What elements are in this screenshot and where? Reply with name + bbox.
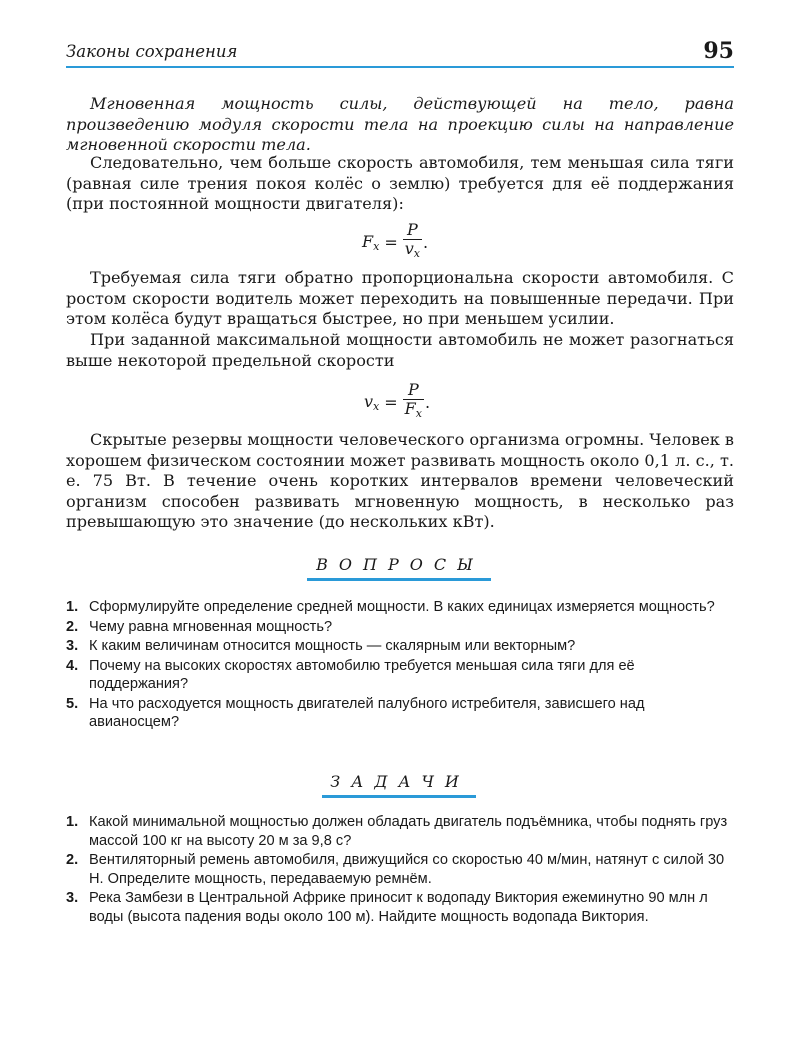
formula2-denominator: $F_x$	[404, 399, 422, 420]
questions-heading: ВОПРОСЫ	[316, 555, 484, 574]
questions-heading-rule	[307, 578, 491, 581]
paragraph-1: Следовательно, чем больше скорость автомобиля, тем меньшая сила тяги (равная силе трения покоя колёс о землю) требуется для её поддержания (при постоянной мощности двигателя):	[66, 153, 734, 213]
formula1-lhs: $F_x$	[362, 231, 380, 253]
running-head	[66, 38, 734, 68]
question-item: 4. Почему на высоких скоростях автомобилю требуется меньшая сила тяги для её поддержания?	[66, 657, 635, 692]
paragraph-3: При заданной максимальной мощности автомобиль не может разогнаться выше некоторой предельной скорости	[66, 330, 734, 370]
questions-list	[66, 598, 734, 733]
formula2-numerator: P	[403, 381, 424, 400]
formula-traction-force: $F_x$ = $\frac{P}{v_x}$ .	[362, 221, 428, 263]
page-number: 95	[703, 38, 734, 64]
formula1-numerator: P	[403, 221, 422, 240]
problem-item: 1. Какой минимальной мощностью должен обладать двигатель подъёмника, чтобы поднять груз массой 100 кг на высоту 20 м за 9,8 с?	[66, 814, 728, 849]
formula2-equals: =	[384, 392, 398, 412]
running-title: Законы сохранения	[66, 42, 238, 61]
formula2-lhs: $v_x$	[364, 391, 380, 413]
question-item: 3. К каким величинам относится мощность — скалярным или векторным?	[66, 638, 576, 654]
formula1-denominator: $v_x$	[404, 239, 420, 260]
formula1-equals: =	[384, 232, 398, 252]
problem-item: 2. Вентиляторный ремень автомобиля, движущийся со скоростью 40 м/мин, натянут с силой 30 Н. Определите мощность, передаваемую ремнём.	[66, 852, 725, 887]
formula2-fraction	[403, 381, 424, 423]
problem-item: 3. Река Замбези в Центральной Африке приносит к водопаду Виктория ежеминутно 90 млн л воды (высота падения воды около 100 м). Найдите мощность водопада Виктория.	[66, 890, 708, 925]
paragraph-2: Требуемая сила тяги обратно пропорциональна скорости автомобиля. С ростом скорости водитель может переходить на повышенные передачи. При этом колёса будут вращаться быстрее, но при меньшем усилии.	[66, 268, 734, 328]
formula-limit-speed: $v_x$ = $\frac{P}{F_x}$ .	[364, 381, 430, 423]
problems-heading: ЗАДАЧИ	[330, 772, 470, 791]
question-item: 5. На что расходуется мощность двигателей палубного истребителя, зависшего над авианосцем?	[66, 695, 645, 730]
header-rule	[66, 66, 734, 68]
definition-paragraph: Мгновенная мощность силы, действующей на тело, равна произведению модуля скорости тела на проекцию силы на направление мгновенной скорости тела.	[66, 94, 734, 154]
question-item: 2. Чему равна мгновенная мощность?	[66, 618, 333, 635]
problems-heading-rule	[322, 795, 476, 798]
paragraph-4: Скрытые резервы мощности человеческого организма огромны. Человек в хорошем физическом состоянии может развивать мощность около 0,1 л. с., т. е. 75 Вт. В течение очень коротких интервалов времени человеческий организм способен развивать мгновенную мощность, в несколько раз превышающую это значение (до нескольких кВт).	[66, 430, 734, 531]
formula1-fraction	[403, 221, 422, 263]
problems-list	[66, 813, 734, 927]
question-item: 1. Сформулируйте определение средней мощности. В каких единицах измеряется мощность?	[66, 599, 715, 615]
